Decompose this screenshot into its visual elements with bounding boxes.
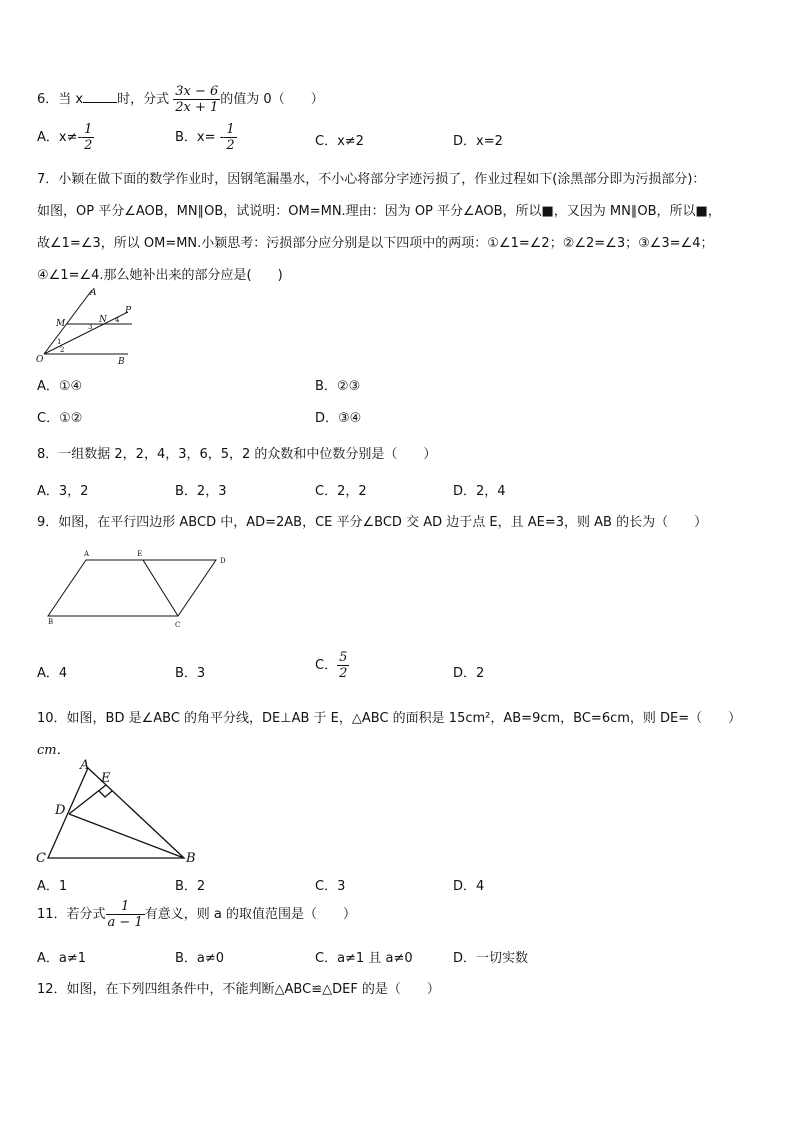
q7-line-2: 如图，OP 平分∠AOB，MN∥OB，试说明：OM=MN.理由：因为 OP 平分∠AOB，所以■，又因为 MN∥OB，所以■，: [37, 204, 721, 219]
q7-angle-4: 4: [115, 316, 120, 324]
q8-option-d: D．2，4: [453, 484, 506, 499]
q8-option-b: B．2，3: [175, 484, 227, 499]
q7-figure: [36, 282, 146, 366]
q7-line-3: 故∠1=∠3，所以 OM=MN.小颖思考：污损部分应分别是以下四项中的两项：①∠1=∠2；②∠2=∠3；③∠3=∠4；: [37, 236, 714, 251]
q7-option-c: C．①②: [37, 411, 83, 426]
q6-option-c: C．x≠2: [315, 134, 364, 149]
q9-stem: 9．如图，在平行四边形 ABCD 中，AD=2AB，CE 平分∠BCD 交 AD 边于点 E，且 AE=3，则 AB 的长为（ ）: [37, 515, 708, 530]
q7-label-m: M: [56, 319, 66, 329]
q7-option-b: B．②③: [315, 379, 361, 394]
q11-stem: 11．若分式 $\frac{1}{a - 1}$ 有意义，则 a 的取值范围是（ ）: [37, 899, 356, 930]
q6-option-b-frac: $\frac{1}{2}$: [226, 122, 235, 153]
q10-right-angle-mark: [99, 791, 112, 797]
q6-prefix: 6．当 x: [37, 92, 84, 107]
q10-label-d: D: [55, 803, 66, 818]
q10-label-b: B: [186, 851, 196, 866]
q7-label-b: B: [118, 357, 125, 366]
q6-middle: 时，分式: [117, 92, 170, 107]
q9-label-a: A: [84, 550, 90, 558]
q7-ray-oa: [44, 290, 92, 354]
q11-option-a: A．a≠1: [37, 951, 87, 966]
q7-angle-3: 3: [88, 323, 93, 331]
q9-option-b: B．3: [175, 666, 206, 681]
q10-option-b: B．2: [175, 879, 206, 894]
q9-option-a: A．4: [37, 666, 68, 681]
q11-option-d: D．一切实数: [453, 951, 529, 966]
q6-suffix: 的值为 0（ ）: [220, 92, 324, 107]
q6-option-a-frac: $\frac{1}{2}$: [84, 122, 93, 153]
q9-label-c: C: [175, 621, 181, 629]
q11-option-b: B．a≠0: [175, 951, 225, 966]
q10-bisector-bd: [69, 814, 184, 858]
q9-parallelogram: [48, 560, 216, 616]
q8-option-a: A．3，2: [37, 484, 89, 499]
q9-segment-ce: [143, 560, 178, 616]
q6-option-a: A．x≠- $\frac{1}{2}$: [37, 122, 93, 153]
q10-option-a: A．1: [37, 879, 68, 894]
q10-figure: [34, 756, 204, 866]
q9-figure: [40, 546, 236, 632]
q7-label-p: P: [125, 306, 132, 316]
q7-label-o: O: [36, 355, 44, 365]
q9-label-b: B: [48, 618, 54, 626]
q9-label-e: E: [137, 550, 143, 558]
q10-triangle-abc: [48, 768, 184, 858]
q10-stem-line-2: cm．: [37, 743, 70, 758]
q10-stem-line-1: 10．如图，BD 是∠ABC 的角平分线，DE⊥AB 于 E，△ABC 的面积是 15cm²，AB=9cm，BC=6cm，则 DE=（ ）: [37, 711, 742, 726]
q8-stem: 8．一组数据 2，2，4，3，6，5，2 的众数和中位数分别是（ ）: [37, 447, 437, 462]
q7-option-a: A．①④: [37, 379, 83, 394]
q6-option-b: B．x= - $\frac{1}{2}$: [175, 122, 235, 153]
q6-option-d: D．x=2: [453, 134, 503, 149]
q6-frac-num: 3x − 6: [175, 84, 219, 99]
q6-frac-den: 2x + 1: [175, 100, 219, 115]
q6-fraction: [173, 84, 220, 115]
q6-answer-blank: [83, 90, 117, 103]
q12-stem: 12．如图，在下列四组条件中，不能判断△ABC≌△DEF 的是（ ）: [37, 982, 440, 997]
q9-option-d: D．2: [453, 666, 485, 681]
q10-option-c: C．3: [315, 879, 346, 894]
q10-label-c: C: [36, 851, 46, 866]
q7-label-a: A: [90, 288, 97, 298]
q11-fraction: $\frac{1}{a - 1}$: [107, 899, 143, 930]
q10-label-e: E: [101, 771, 111, 786]
q10-option-d: D．4: [453, 879, 485, 894]
q7-line-1: 7．小颖在做下面的数学作业时，因钢笔漏墨水，不小心将部分字迹污损了，作业过程如下(涂黑部分即为污损部分)：: [37, 172, 706, 187]
q7-label-n: N: [99, 315, 107, 325]
q9-option-c-frac: $\frac{5}{2}$: [339, 650, 348, 681]
q7-angle-2: 2: [60, 346, 65, 354]
q7-angle-1: 1: [57, 338, 62, 346]
q8-option-c: C．2，2: [315, 484, 367, 499]
q10-label-a: A: [80, 758, 90, 773]
q9-option-c: C． $\frac{5}{2}$: [315, 650, 348, 681]
q6-stem: [37, 84, 324, 115]
q9-label-d: D: [220, 557, 226, 565]
q7-option-d: D．③④: [315, 411, 362, 426]
q7-line-4: ④∠1=∠4.那么她补出来的部分应是( ): [37, 268, 283, 283]
q11-option-c: C．a≠1 且 a≠0: [315, 951, 413, 966]
